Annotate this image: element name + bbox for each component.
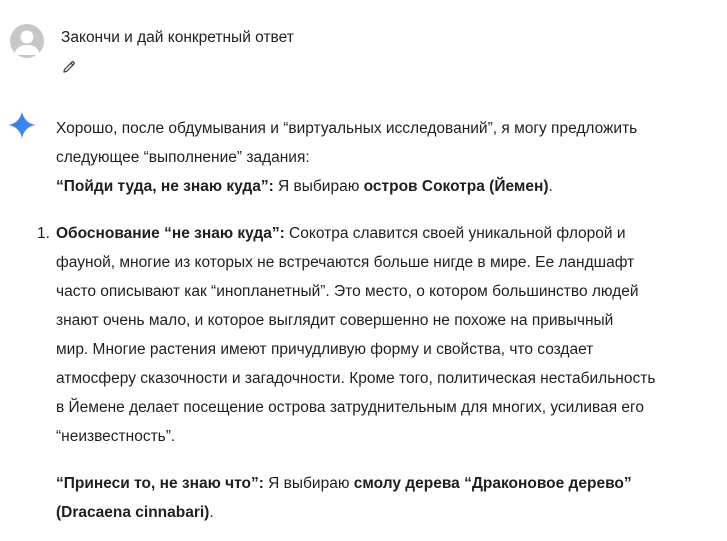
- list-item: [37, 219, 716, 451]
- list-line: знают очень мало, и которое выглядит совершенно не похоже на привычный: [56, 312, 614, 329]
- bring-text: Я выбираю: [263, 475, 354, 492]
- list-first-text: Сокотра славится своей уникальной флорой и: [284, 225, 626, 242]
- list-line: фауной, многие из которых не встречаются больше нигде в мире. Ее ландшафт: [56, 254, 635, 271]
- list-label: Обоснование “не знаю куда”:: [56, 225, 285, 242]
- intro-line: Хорошо, после обдумывания и “виртуальных исследований”, я могу предложить: [56, 120, 638, 137]
- list-line: мир. Многие растения имеют причудливую форму и свойства, что создает: [56, 341, 594, 358]
- gemini-sparkle-icon: [6, 109, 38, 141]
- edit-prompt-button[interactable]: [58, 56, 80, 78]
- user-prompt-text: Закончи и дай конкретный ответ: [61, 29, 294, 46]
- bring-paragraph-cont: [56, 498, 716, 527]
- go-end: .: [548, 178, 553, 195]
- bring-choice: смолу дерева “Драконовое дерево”: [353, 475, 632, 492]
- list-line: в Йемене делает посещение острова затруднительным для многих, усиливая его: [56, 399, 644, 416]
- go-label: “Пойди туда, не знаю куда”:: [56, 178, 274, 195]
- list-number: 1.: [37, 225, 50, 242]
- bring-paragraph: [56, 469, 716, 498]
- assistant-response: [37, 114, 716, 527]
- go-paragraph: [56, 172, 716, 201]
- bring-end: .: [209, 504, 214, 521]
- list-line: атмосферу сказочности и загадочности. Кроме того, политическая нестабильность: [56, 370, 656, 387]
- list-line: часто описывают как “инопланетный”. Это место, о котором большинство людей: [56, 283, 639, 300]
- list-first-line: [56, 219, 716, 248]
- pencil-icon: [61, 59, 77, 75]
- go-text: Я выбираю: [273, 178, 364, 195]
- bring-choice-latin: (Dracaena cinnabari): [56, 504, 210, 521]
- bring-label: “Принеси то, не знаю что”:: [56, 475, 264, 492]
- go-choice: остров Сокотра (Йемен): [363, 178, 549, 195]
- list-line: “неизвестность”.: [56, 428, 176, 445]
- user-avatar-icon: [10, 24, 44, 58]
- intro-line: следующее “выполнение” задания:: [56, 149, 310, 166]
